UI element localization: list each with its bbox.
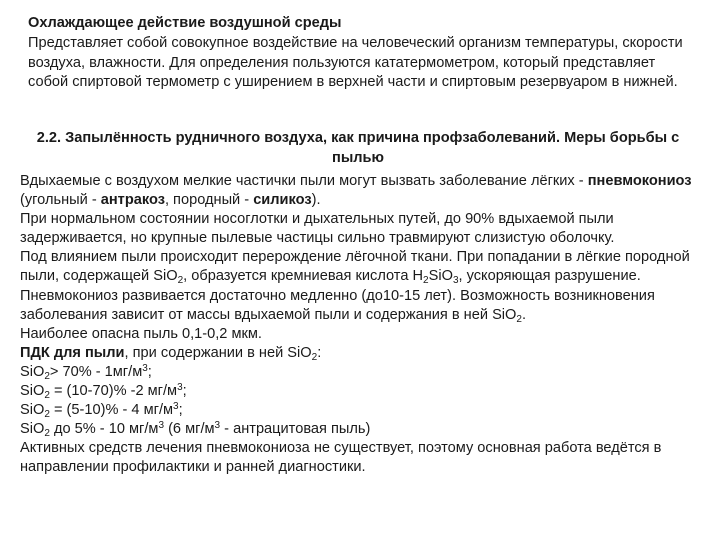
superscript: 3 bbox=[214, 420, 221, 432]
intro-paragraph: Представляет собой совокупное воздействие на человеческий организм температуры, скорости воздуха, влажности. Для определения пользуются кататермометром, который представляет собой спиртовой термометр с уширением в верхней части и спиртовым резервуаром в нижней. bbox=[28, 34, 683, 91]
intro-title: Охлаждающее действие воздушной среды bbox=[28, 15, 342, 31]
text-span: = (10-70)% -2 мг/м bbox=[49, 383, 178, 400]
subscript: 2 bbox=[44, 409, 50, 421]
mac-line bbox=[20, 363, 710, 382]
text-span: Пневмокониоз развивается достаточно медленно (до10-15 лет). Возможность возникновения заболевания зависит от массы вдыхаемой пыли и содержания в ней Si bbox=[20, 287, 655, 323]
paragraph-treatment: Активных средств лечения пневмокониоза не существует, поэтому основная работа ведётся в направлении профилактики и ранней диагностики. bbox=[20, 440, 662, 476]
intro-block bbox=[28, 14, 698, 93]
subscript: 3 bbox=[452, 275, 459, 287]
text-span: > 70% - 1мг/м bbox=[49, 363, 143, 380]
text-span: ; bbox=[147, 363, 152, 380]
text-span: О bbox=[32, 421, 45, 438]
text-span: О bbox=[32, 402, 45, 419]
text-span: : bbox=[317, 344, 322, 361]
mac-line-anthracite bbox=[20, 420, 710, 439]
term-pneumoconiosis: пневмокониоз bbox=[587, 173, 692, 189]
text-span: (угольный - bbox=[20, 192, 101, 209]
text-span: ; bbox=[182, 383, 187, 400]
text-span: (6 мг/м bbox=[164, 421, 215, 438]
term-anthracosis: антракоз bbox=[100, 192, 165, 209]
subscript: 2 bbox=[44, 428, 50, 440]
text-span: О bbox=[505, 306, 517, 323]
text-span: Si bbox=[20, 363, 33, 380]
paragraph-development bbox=[20, 287, 710, 325]
text-span: Под влиянием пыли происходит перерождение лёгочной ткани. При попадании в лёгкие породной пыли, содержащей Si bbox=[20, 249, 690, 285]
superscript: 3 bbox=[177, 382, 183, 394]
main-text-block bbox=[20, 172, 710, 478]
section-heading: 2.2. Запылённость рудничного воздуха, как причина профзаболеваний. Меры борьбы с пылью bbox=[36, 130, 680, 166]
superscript: 3 bbox=[142, 362, 148, 374]
superscript: 3 bbox=[158, 420, 165, 432]
subscript: 2 bbox=[44, 390, 50, 402]
text-span: О bbox=[441, 268, 453, 285]
term-mac: ПДК для пыли bbox=[20, 344, 125, 361]
text-span: , при содержании в ней Si bbox=[124, 344, 301, 361]
text-span: ). bbox=[311, 192, 321, 209]
mac-line bbox=[20, 382, 710, 401]
text-span: Вдыхаемые с воздухом мелкие частички пыли могут вызвать заболевание лёгких - bbox=[20, 173, 588, 189]
subscript: 2 bbox=[311, 351, 318, 363]
text-span: Si bbox=[20, 402, 33, 419]
text-span: О bbox=[32, 363, 45, 380]
text-span: - антрацитовая пыль) bbox=[220, 421, 371, 438]
subscript: 2 bbox=[516, 313, 522, 325]
text-span: , образуется кремниевая кислота Н bbox=[183, 268, 424, 285]
superscript: 3 bbox=[173, 401, 179, 413]
text-span: ; bbox=[178, 402, 183, 419]
paragraph-lung-tissue bbox=[20, 248, 710, 286]
text-span: . bbox=[521, 306, 527, 323]
text-span: О bbox=[32, 383, 45, 400]
subscript: 2 bbox=[44, 370, 50, 382]
paragraph-dangerous-size: Наиболее опасна пыль 0,1-0,2 мкм. bbox=[20, 325, 262, 342]
mac-line bbox=[20, 401, 710, 420]
paragraph-mac-heading bbox=[20, 344, 710, 363]
text-span: Si bbox=[20, 383, 33, 400]
subscript: 2 bbox=[423, 275, 429, 287]
paragraph-pneumoconiosis bbox=[20, 172, 710, 210]
term-silicosis: силикоз bbox=[253, 192, 312, 209]
text-span: Si bbox=[20, 421, 33, 438]
text-span: Si bbox=[428, 268, 442, 285]
text-span: О bbox=[166, 268, 178, 285]
text-span: , ускоряющая разрушение. bbox=[458, 268, 641, 285]
text-span: = (5-10)% - 4 мг/м bbox=[49, 402, 174, 419]
text-span: , породный - bbox=[164, 192, 254, 209]
text-span: О bbox=[300, 344, 312, 361]
text-span: до 5% - 10 мг/м bbox=[49, 421, 159, 438]
subscript: 2 bbox=[177, 275, 184, 287]
paragraph-nasopharynx: При нормальном состоянии носоглотки и дыхательных путей, до 90% вдыхаемой пыли задерживается, но крупные пылевые частицы сильно травмируют слизистую оболочку. bbox=[20, 211, 615, 247]
